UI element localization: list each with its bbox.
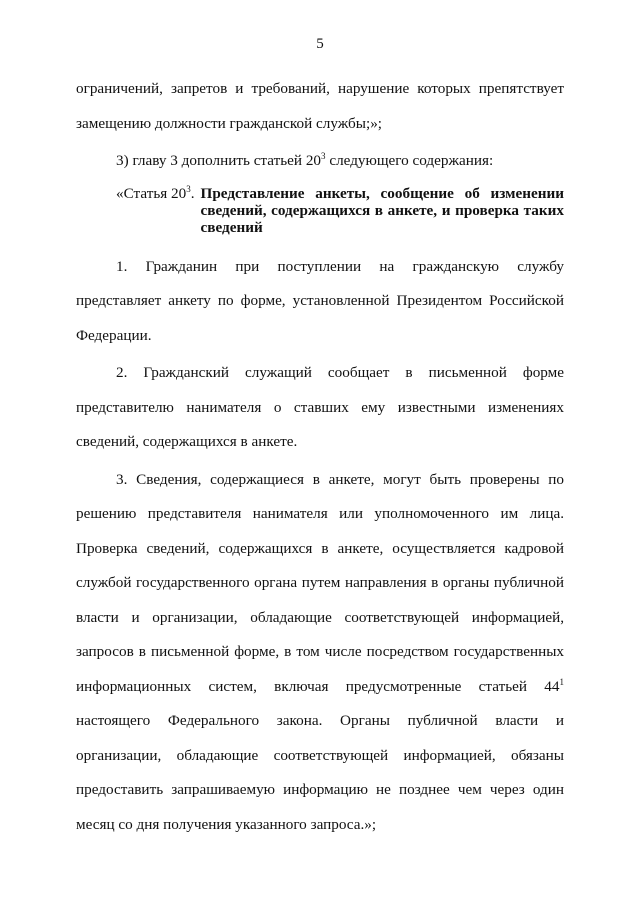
paragraph-amendment-item-3 — [76, 144, 564, 179]
clause-3-superscript: 1 — [559, 676, 564, 687]
paragraph-continuation: ограничений, запретов и требований, нарушение которых препятствует замещению должности гражданской службы;»; — [76, 80, 564, 132]
amendment-text: 3) главу 3 дополнить статьей 20 — [116, 152, 322, 169]
page-number: 5 — [316, 36, 324, 52]
document-body — [76, 72, 564, 845]
article-label-dot: . — [190, 184, 195, 202]
paragraph-clause-2: 2. Гражданский служащий сообщает в письменной форме представителю нанимателя о ставших ему известными изменениях сведений, содержащихся в анкете. — [76, 364, 564, 450]
superscript: 3 — [321, 150, 326, 161]
clause-3-text-end: настоящего Федерального закона. Органы публичной власти и организации, обладающие соответствующей информацией, обязаны предоставить запрашиваемую информацию не позднее чем через один месяц со дня получения указанного запроса.»; — [76, 712, 564, 833]
article-label-text: «Статья 20 — [116, 184, 187, 202]
article-label — [116, 185, 201, 236]
article-heading — [76, 185, 564, 236]
article-title: Представление анкеты, сообщение об изменении сведений, содержащихся в анкете, и проверка таких сведений — [200, 184, 564, 236]
article-superscript: 3 — [186, 183, 191, 194]
amendment-text-end: следующего содержания: — [325, 152, 494, 169]
paragraph-clause-1: 1. Гражданин при поступлении на гражданскую службу представляет анкету по форме, установленной Президентом Российской Федерации. — [76, 257, 564, 344]
paragraph-clause-3 — [76, 463, 564, 843]
clause-3-text: 3. Сведения, содержащиеся в анкете, могут быть проверены по решению представителя нанимателя или уполномоченного им лица. Проверка сведений, содержащихся в анкете, осуществляется кадровой службой государственного органа путем направления в органы публичной власти и организации, обладающие соответствующей информацией, запросов в письменной форме, в том числе посредством государственных информационных систем, включая предусмотренные статьей 44 — [76, 470, 564, 695]
